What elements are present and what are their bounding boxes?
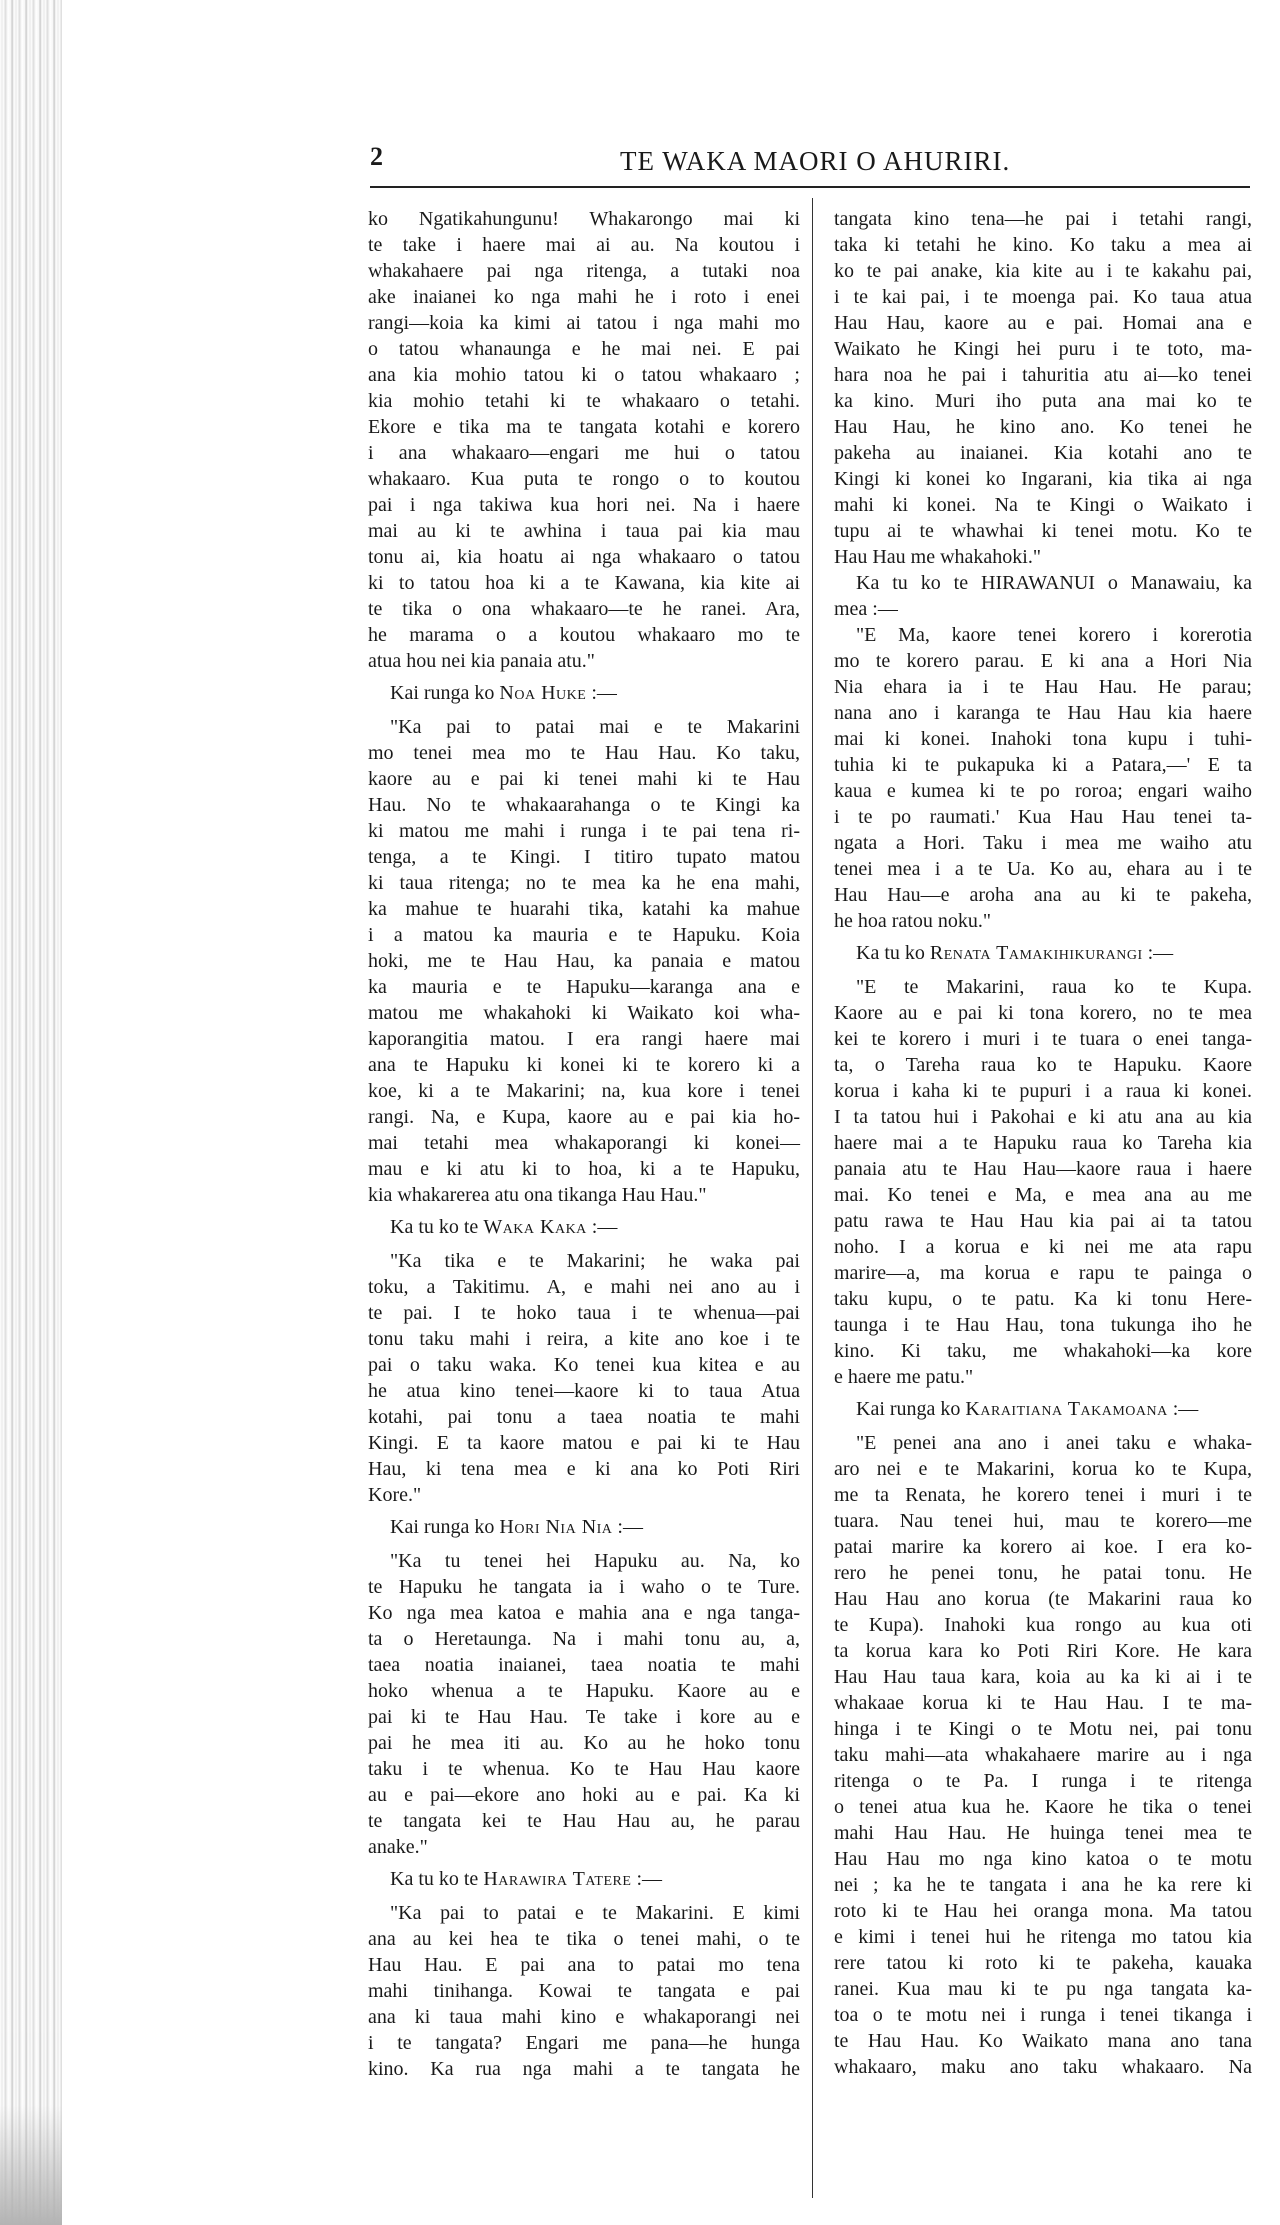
- text-line: e haere me patu.": [834, 1366, 974, 1388]
- text-line: ki to tatou hoa ki a te Kawana, kia kite ai: [368, 572, 800, 594]
- text-line: Waikato he Kingi hei puru i te toto, ma-: [834, 338, 1252, 360]
- speaker-heading: [834, 940, 1252, 966]
- paragraph: [834, 622, 1252, 934]
- scanned-binding-edge: [0, 0, 62, 2225]
- text-line: haere mai a te Hapuku raua ko Tareha kia: [834, 1132, 1252, 1154]
- text-line: tuara. Nau tenei hui, mau te korero—me: [834, 1510, 1252, 1532]
- text-line: ka mauria e te Hapuku—karanga ana e: [368, 976, 800, 998]
- text-line: Hau Hau, he kino ano. Ko tenei he: [834, 416, 1252, 438]
- text-line: "E penei ana ano i anei taku e whaka-: [856, 1432, 1252, 1454]
- text-line: whakaae korua ki te Hau Hau. I te ma-: [834, 1692, 1252, 1714]
- header-rule: [370, 186, 1250, 188]
- text-line: taku kupu, o te patu. Ka ki tonu Here-: [834, 1288, 1252, 1310]
- paragraph: [368, 1248, 800, 1508]
- text-line: toku, a Takitimu. A, e mahi nei ano au i: [368, 1276, 800, 1298]
- heading-suffix: :—: [612, 1516, 643, 1538]
- text-line: "Ka tu tenei hei Hapuku au. Na, ko: [390, 1550, 800, 1572]
- text-line: Hau Hau. E pai ana to patai mo tena: [368, 1954, 800, 1976]
- heading-prefix: Kai runga ko: [390, 1516, 500, 1538]
- text-line: "Ka pai to patai mai e te Makarini: [390, 716, 800, 738]
- text-line: matou me whakahoki ki Waikato koi wha-: [368, 1002, 800, 1024]
- text-line: mai tetahi mea whakaporangi ki konei—: [368, 1132, 800, 1154]
- text-line: rangi—koia ka kimi ai tatou i nga mahi mo: [368, 312, 800, 334]
- text-line: i te po raumati.' Kua Hau Hau tenei ta-: [834, 806, 1252, 828]
- text-line: i ana whakaaro—engari me hui o tatou: [368, 442, 800, 464]
- text-line: Hau Hau taua kara, koia au ka ki ai i te: [834, 1666, 1252, 1688]
- text-line: mau e ki atu ki to hoa, ki a te Hapuku,: [368, 1158, 800, 1180]
- text-line: mo te korero parau. E ki ana a Hori Nia: [834, 650, 1252, 672]
- heading-prefix: Ka tu ko te: [390, 1868, 484, 1890]
- speaker-name: Karaitiana Takamoana: [965, 1398, 1168, 1420]
- text-line: panaia atu te Hau Hau—kaore raua i haere: [834, 1158, 1252, 1180]
- text-line: Hau, ki tena mea e ki ana ko Poti Riri: [368, 1458, 800, 1480]
- text-line: Hau. No te whakaarahanga o te Kingi ka: [368, 794, 800, 816]
- column-divider: [812, 198, 813, 2198]
- text-line: rere tatou ki roto ki te pakeha, kauaka: [834, 1952, 1252, 1974]
- text-line: patai marire ka korero ai koe. I era ko-: [834, 1536, 1252, 1558]
- speaker-name: Waka Kaka: [483, 1216, 587, 1238]
- text-line: taku mahi—ata whakahaere marire au i nga: [834, 1744, 1252, 1766]
- text-line: ana kia mohio tatou ki o tatou whakaaro ;: [368, 364, 800, 386]
- text-line: ritenga o te Pa. I runga i te ritenga: [834, 1770, 1252, 1792]
- text-line: rangi. Na, e Kupa, kaore au e pai kia ho-: [368, 1106, 800, 1128]
- text-line: Hau Hau me whakahoki.": [834, 546, 1041, 568]
- text-line: I ta tatou hui i Pakohai e ki atu ana au kia: [834, 1106, 1252, 1128]
- text-line: Ekore e tika ma te tangata kotahi e korero: [368, 416, 800, 438]
- speaker-heading: [834, 1396, 1252, 1422]
- speaker-heading: [368, 1514, 800, 1540]
- text-line: he hoa ratou noku.": [834, 910, 992, 932]
- text-line: nana ano i karanga te Hau Hau kia haere: [834, 702, 1252, 724]
- text-line: Ko nga mea katoa e mahia ana e nga tanga-: [368, 1602, 800, 1624]
- text-line: kino. Ki taku, me whakahoki—ka kore: [834, 1340, 1252, 1362]
- text-line: pai ki te Hau Hau. Te take i kore au e: [368, 1706, 800, 1728]
- text-line: "E te Makarini, raua ko te Kupa.: [856, 976, 1252, 998]
- text-line: ranei. Kua mau ki te pu nga tangata ka-: [834, 1978, 1252, 2000]
- text-line: whakaaro. Kua puta te rongo o to koutou: [368, 468, 800, 490]
- text-line: i te tangata? Engari me pana—he hunga: [368, 2032, 800, 2054]
- text-line: te tangata kei te Hau Hau au, he parau: [368, 1810, 800, 1832]
- text-line: kia whakarerea atu ona tikanga Hau Hau.": [368, 1184, 707, 1206]
- text-line: kino. Ka rua nga mahi a te tangata he: [368, 2058, 800, 2080]
- speaker-name: Renata Tamakihikurangi: [929, 942, 1143, 964]
- text-line: Hau Hau ano korua (te Makarini raua ko: [834, 1588, 1252, 1610]
- text-line: kotahi, pai tonu a taea noatia te mahi: [368, 1406, 800, 1428]
- text-line: ka kino. Muri iho puta ana mai ko te: [834, 390, 1252, 412]
- paragraph: [368, 1548, 800, 1860]
- text-line: korua i kaha ki te pupuri i a raua ki konei.: [834, 1080, 1252, 1102]
- text-line: hoko whenua a te Hapuku. Kaore au e: [368, 1680, 800, 1702]
- paragraph: [368, 206, 800, 674]
- heading-suffix: :—: [586, 682, 617, 704]
- heading-suffix: :—: [586, 1216, 618, 1238]
- text-line: mo tenei mea mo te Hau Hau. Ko taku,: [368, 742, 800, 764]
- text-line: hoki, me te Hau Hau, ka panaia e matou: [368, 950, 800, 972]
- paragraph: [368, 1900, 800, 2082]
- heading-prefix: Kai runga ko: [856, 1398, 966, 1420]
- speaker-heading: [368, 1866, 800, 1892]
- text-line: marire—a, ma korua e rapu te painga o: [834, 1262, 1252, 1284]
- text-line: o tenei atua kua he. Kaore he tika o tenei: [834, 1796, 1252, 1818]
- text-line: Hau Hau, kaore au e pai. Homai ana e: [834, 312, 1252, 334]
- text-line: "Ka tika e te Makarini; he waka pai: [390, 1250, 800, 1272]
- text-line: pai o taku waka. Ko tenei kua kitea e au: [368, 1354, 800, 1376]
- text-line: ta, o Tareha raua ko te Hapuku. Kaore: [834, 1054, 1252, 1076]
- paragraph: [834, 206, 1252, 570]
- text-line: hinga i te Kingi o te Motu nei, pai tonu: [834, 1718, 1252, 1740]
- text-line: au e pai—ekore ano hoki au e pai. Ka ki: [368, 1784, 800, 1806]
- text-line: mai. Ko tenei e Ma, e mea ana au me: [834, 1184, 1252, 1206]
- text-line: ko Ngatikahungunu! Whakarongo mai ki: [368, 208, 800, 230]
- text-line: hara noa he pai i tahuritia atu ai—ko tenei: [834, 364, 1252, 386]
- text-line: i a matou ka mauria e te Hapuku. Koia: [368, 924, 800, 946]
- text-line: ta o Heretaunga. Na i mahi tonu au, a,: [368, 1628, 800, 1650]
- text-line: ake inaianei ko nga mahi he i roto i enei: [368, 286, 800, 308]
- text-line: Ka tu ko te HIRAWANUI o Manawaiu, ka: [856, 572, 1252, 594]
- text-line: whakaaro, maku ano taku whakaaro. Na: [834, 2056, 1252, 2078]
- text-line: kia mohio tetahi ki te whakaaro o tetahi.: [368, 390, 800, 412]
- text-line: Nia ehara ia i te Hau Hau. He parau;: [834, 676, 1252, 698]
- text-line: tuhia ki te pukapuka ki a Patara,—' E ta: [834, 754, 1252, 776]
- text-line: te pai. I te hoko taua i te whenua—pai: [368, 1302, 800, 1324]
- text-line: mahi Hau Hau. He huinga tenei mea te: [834, 1822, 1252, 1844]
- heading-suffix: :—: [1142, 942, 1174, 964]
- paragraph: [368, 714, 800, 1208]
- text-line: taea noatia inaianei, taea noatia te mahi: [368, 1654, 800, 1676]
- text-line: ana au kei hea te tika o tenei mahi, o te: [368, 1928, 800, 1950]
- text-line: "E Ma, kaore tenei korero i korerotia: [856, 624, 1252, 646]
- left-column: [368, 206, 800, 2082]
- text-line: ta korua kara ko Poti Riri Kore. He kara: [834, 1640, 1252, 1662]
- text-line: te Hapuku he tangata ia i waho o te Ture.: [368, 1576, 800, 1598]
- text-line: mai ki konei. Inahoki tona kupu i tuhi-: [834, 728, 1252, 750]
- text-line: whakahaere pai nga ritenga, a tutaki noa: [368, 260, 800, 282]
- text-line: he marama o a koutou whakaaro mo te: [368, 624, 800, 646]
- text-line: he atua kino tenei—kaore ki to taua Atua: [368, 1380, 800, 1402]
- text-line: taka ki tetahi he kino. Ko taku a mea ai: [834, 234, 1252, 256]
- text-line: tupu ai te whawhai ki tenei motu. Ko te: [834, 520, 1252, 542]
- speaker-name: Harawira Tatere: [483, 1868, 632, 1890]
- speaker-heading: [368, 680, 800, 706]
- speaker-name: Hori Nia Nia: [499, 1516, 613, 1538]
- text-line: ki taua ritenga; no te mea ka he ena mahi,: [368, 872, 800, 894]
- paragraph: [834, 570, 1252, 622]
- text-line: ana te Hapuku ki konei ki te korero ki a: [368, 1054, 800, 1076]
- speaker-name: Noa Huke: [499, 682, 587, 704]
- text-line: mea :—: [834, 598, 898, 620]
- text-line: ko te pai anake, kia kite au i te kakahu pai,: [834, 260, 1252, 282]
- text-line: te tika o ona whakaaro—te he ranei. Ara,: [368, 598, 800, 620]
- text-line: Hau Hau mo nga kino katoa o te motu: [834, 1848, 1252, 1870]
- text-line: Hau Hau—e aroha ana au ki te pakeha,: [834, 884, 1252, 906]
- text-line: taku i te whenua. Ko te Hau Hau kaore: [368, 1758, 800, 1780]
- heading-suffix: :—: [1167, 1398, 1199, 1420]
- text-line: ana ki taua mahi kino e whakaporangi nei: [368, 2006, 800, 2028]
- text-line: te Kupa). Inahoki kua rongo au kua oti: [834, 1614, 1252, 1636]
- newspaper-title: TE WAKA MAORI O AHURIRI.: [620, 146, 1011, 176]
- text-line: Kingi ki konei ko Ingarani, kia tika ai nga: [834, 468, 1252, 490]
- text-line: mai au ki te awhina i taua pai kia mau: [368, 520, 800, 542]
- text-line: ka mahue te huarahi tika, katahi ka mahue: [368, 898, 800, 920]
- text-line: koe, ki a te Makarini; na, kua kore i tenei: [368, 1080, 800, 1102]
- text-line: kei te korero i muri i te tuara o enei tanga-: [834, 1028, 1252, 1050]
- text-line: nei ; ka he te tangata i ana he ka rere ki: [834, 1874, 1252, 1896]
- text-line: ngata a Hori. Taku i mea me waiho atu: [834, 832, 1252, 854]
- text-line: kaore au e pai ki tenei mahi ki te Hau: [368, 768, 800, 790]
- text-line: te take i haere mai ai au. Na koutou i: [368, 234, 800, 256]
- text-line: toa o te motu nei i runga i tenei tikanga i: [834, 2004, 1252, 2026]
- text-line: Kore.": [368, 1484, 422, 1506]
- text-line: tenga, a te Kingi. I titiro tupato matou: [368, 846, 800, 868]
- text-line: mahi tinihanga. Kowai te tangata e pai: [368, 1980, 800, 2002]
- text-line: roto ki te Hau hei oranga mona. Ma tatou: [834, 1900, 1252, 1922]
- text-line: kaua e kumea ki te po roroa; engari waiho: [834, 780, 1252, 802]
- text-line: Kingi. E ta kaore matou e pai ki te Hau: [368, 1432, 800, 1454]
- heading-prefix: Ka tu ko: [856, 942, 930, 964]
- right-column: [834, 206, 1252, 2080]
- page-number: 2: [370, 142, 383, 171]
- text-line: mahi ki konei. Na te Kingi o Waikato i: [834, 494, 1252, 516]
- text-line: aro nei e te Makarini, korua ko te Kupa,: [834, 1458, 1252, 1480]
- text-line: tonu ai, kia hoatu ai nga whakaaro o tatou: [368, 546, 800, 568]
- heading-prefix: Ka tu ko te: [390, 1216, 484, 1238]
- text-line: tenei mea i a te Ua. Ko au, ehara au i te: [834, 858, 1252, 880]
- text-line: taunga i te Hau Hau, tona tukunga iho he: [834, 1314, 1252, 1336]
- text-line: noho. I a korua e ki nei me ata rapu: [834, 1236, 1252, 1258]
- text-line: kaporangitia matou. I era rangi haere mai: [368, 1028, 800, 1050]
- speaker-heading: [368, 1214, 800, 1240]
- text-line: o tatou whanaunga e he mai nei. E pai: [368, 338, 800, 360]
- text-line: Kaore au e pai ki tona korero, no te mea: [834, 1002, 1252, 1024]
- heading-prefix: Kai runga ko: [390, 682, 500, 704]
- heading-suffix: :—: [631, 1868, 662, 1890]
- text-line: rero he penei tonu, he patai tonu. He: [834, 1562, 1252, 1584]
- text-line: te Hau Hau. Ko Waikato mana ano tana: [834, 2030, 1252, 2052]
- text-line: tangata kino tena—he pai i tetahi rangi,: [834, 208, 1252, 230]
- paragraph: [834, 974, 1252, 1390]
- text-line: atua hou nei kia panaia atu.": [368, 650, 595, 672]
- text-line: i te kai pai, i te moenga pai. Ko taua atua: [834, 286, 1252, 308]
- text-line: ki matou me mahi i runga i te pai tena ri-: [368, 820, 800, 842]
- text-line: pai he mea iti au. Ko au he hoko tonu: [368, 1732, 800, 1754]
- text-line: patu rawa te Hau Hau kia pai ai ta tatou: [834, 1210, 1252, 1232]
- text-line: anake.": [368, 1836, 428, 1858]
- text-line: me ta Renata, he korero tenei i muri i te: [834, 1484, 1252, 1506]
- text-line: tonu taku mahi i reira, a kite ano koe i te: [368, 1328, 800, 1350]
- text-line: e kimi i tenei hui he ritenga mo tatou kia: [834, 1926, 1252, 1948]
- text-line: pakeha au inaianei. Kia kotahi ano te: [834, 442, 1252, 464]
- paragraph: [834, 1430, 1252, 2080]
- text-line: "Ka pai to patai e te Makarini. E kimi: [390, 1902, 800, 1924]
- text-line: pai i nga takiwa kua hori nei. Na i haere: [368, 494, 800, 516]
